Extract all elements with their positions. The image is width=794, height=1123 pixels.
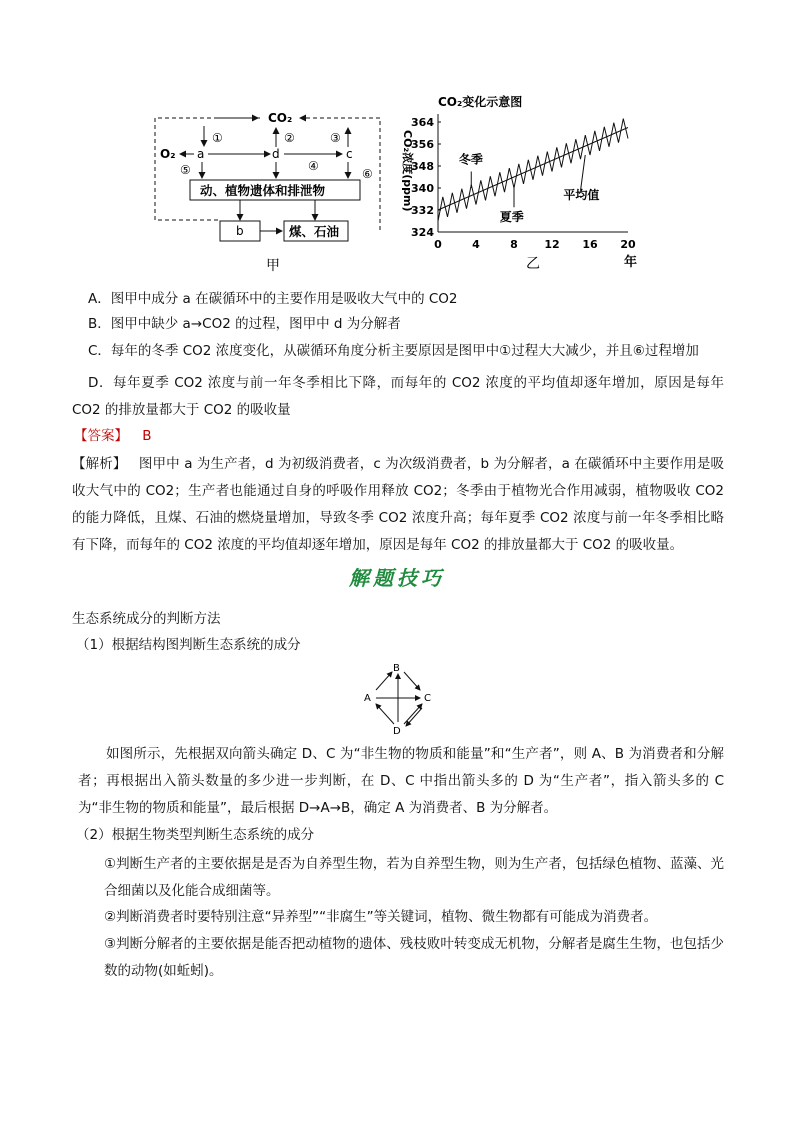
tips-para1: 如图所示，先根据双向箭头确定 D、C 为“非生物的物质和能量”和“生产者”，则 A、B 为消费者和分解者；再根据出入箭头数量的多少进一步判断，在 D、C 中指出箭头多的 D 为“生产者”，指入箭头多的 C 为“非生物的物质和能量”，最后根据 D→A→B，确定 A 为消费者、B 为分解者。 bbox=[78, 746, 724, 816]
label-5: ⑤ bbox=[180, 163, 191, 177]
option-d: D．每年夏季 CO2 浓度与前一年冬季相比下降，而每年的 CO2 浓度的平均值却逐年增加，原因是每年 CO2 的排放量都大于 CO2 的吸收量 bbox=[72, 375, 724, 418]
x-tick-label: 16 bbox=[582, 238, 598, 251]
tips-item3: ③判断分解者的主要依据是能否把动植物的遗体、残枝败叶转变成无机物，分解者是腐生生物，也包括少数的动物(如蚯蚓)。 bbox=[104, 936, 724, 979]
tips-sub2: （2）根据生物类型判断生态系统的成分 bbox=[76, 827, 315, 843]
label-2: ② bbox=[284, 131, 295, 145]
annotation-average-pointer bbox=[581, 155, 586, 191]
y-tick-label: 324 bbox=[411, 226, 434, 239]
answer-label: 【答案】 bbox=[74, 428, 128, 444]
tips-item2: ②判断消费者时要特别注意“异养型”“非腐生”等关键词，植物、微生物都有可能成为消费者。 bbox=[104, 909, 658, 925]
remains-box-label: 动、植物遗体和排泄物 bbox=[200, 183, 326, 198]
node-b: b bbox=[236, 224, 244, 238]
option-b: B．图甲中缺少 a→CO2 的过程，图甲中 d 为分解者 bbox=[88, 316, 401, 332]
x-tick-label: 4 bbox=[472, 238, 480, 251]
node-c: c bbox=[346, 147, 353, 161]
analysis bbox=[72, 451, 724, 559]
diagram-a: A bbox=[364, 693, 371, 704]
co2-chart bbox=[390, 92, 650, 272]
y-tick-label: 364 bbox=[411, 116, 434, 129]
y-tick-label: 340 bbox=[411, 182, 434, 195]
analysis-label: 【解析】 bbox=[72, 456, 127, 472]
tips-sub1: （1）根据结构图判断生态系统的成分 bbox=[76, 637, 301, 653]
x-tick-label: 20 bbox=[620, 238, 636, 251]
x-tick-label: 8 bbox=[510, 238, 518, 251]
node-a: a bbox=[197, 147, 205, 161]
annotation-winter: 冬季 bbox=[458, 152, 483, 167]
y-axis-label: CO₂浓度(ppm) bbox=[401, 130, 414, 212]
option-c: C．每年的冬季 CO2 浓度变化，从碳循环角度分析主要原因是图甲中①过程大大减少，并且⑥过程增加 bbox=[88, 343, 699, 359]
analysis-text: 图甲中 a 为生产者，d 为初级消费者，c 为次级消费者，b 为分解者，a 在碳循环中主要作用是吸收大气中的 CO2；生产者也能通过自身的呼吸作用释放 CO2；冬季由于植物光合作用减弱，植物吸收 CO2 的能力降低，且煤、石油的燃烧量增加，导致冬季 CO2 浓度升高；每年夏季 CO2 浓度与前一年冬季相比略有下降，而每年的 CO2 浓度的平均值却逐年增加，原因是每年 CO2 的排放量都大于 CO2 的吸收量。 bbox=[72, 456, 725, 553]
chart-title: CO₂变化示意图 bbox=[438, 95, 523, 109]
diagram-c: C bbox=[424, 693, 431, 704]
tips-title: 生态系统成分的判断方法 bbox=[72, 611, 221, 627]
answer-line bbox=[74, 425, 152, 447]
x-axis-label: 年 bbox=[624, 255, 638, 270]
label-1: ① bbox=[212, 131, 223, 145]
figure-jia bbox=[150, 100, 390, 275]
y-tick-label: 332 bbox=[411, 204, 434, 217]
answer-value: B bbox=[142, 428, 152, 444]
label-3: ③ bbox=[330, 131, 341, 145]
x-tick-label: 12 bbox=[544, 238, 560, 251]
diagram-d: D bbox=[393, 726, 401, 737]
caption-jia: 甲 bbox=[266, 258, 280, 274]
tips-heading: 解题技巧 bbox=[349, 566, 445, 590]
average-line bbox=[438, 128, 628, 211]
caption-yi: 乙 bbox=[526, 256, 540, 272]
abcd-diagram bbox=[360, 660, 440, 740]
y-tick-label: 356 bbox=[411, 138, 434, 151]
label-4: ④ bbox=[308, 159, 319, 173]
label-6: ⑥ bbox=[362, 167, 373, 181]
x-tick-label: 0 bbox=[434, 238, 442, 251]
option-a: A．图甲中成分 a 在碳循环中的主要作用是吸收大气中的 CO2 bbox=[88, 291, 458, 307]
co2-label: CO₂ bbox=[268, 111, 293, 125]
diagram-b: B bbox=[393, 663, 400, 674]
annotation-average: 平均值 bbox=[563, 188, 600, 202]
coal-box-label: 煤、石油 bbox=[289, 224, 340, 239]
o2-label: O₂ bbox=[160, 147, 176, 161]
node-d: d bbox=[272, 147, 280, 161]
tips-item1: ①判断生产者的主要依据是是否为自养型生物，若为自养型生物，则为生产者，包括绿色植物、蓝藻、光合细菌以及化能合成细菌等。 bbox=[104, 856, 724, 899]
seasonal-line bbox=[438, 119, 628, 221]
annotation-summer: 夏季 bbox=[499, 210, 524, 224]
y-tick-label: 348 bbox=[411, 160, 434, 173]
